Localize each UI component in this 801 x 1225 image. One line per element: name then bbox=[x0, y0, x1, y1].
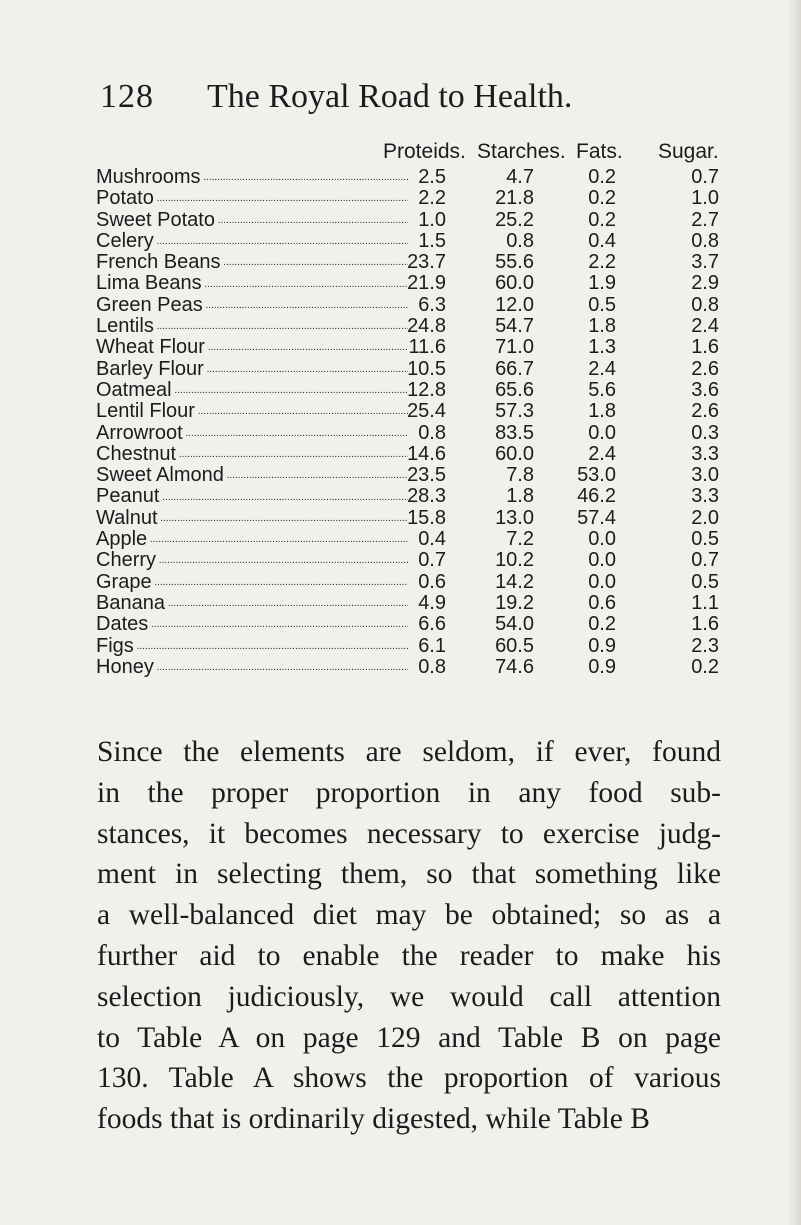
table-row bbox=[0, 316, 801, 337]
table-row bbox=[0, 359, 801, 380]
sugar-value: 1.0 bbox=[691, 187, 719, 210]
starches-value: 54.0 bbox=[495, 613, 534, 636]
starches-value: 55.6 bbox=[495, 251, 534, 274]
header-fats: Fats. bbox=[576, 140, 623, 163]
fats-value: 0.6 bbox=[588, 591, 616, 614]
table-row bbox=[0, 550, 801, 571]
starches-value: 60.0 bbox=[495, 442, 534, 465]
food-name: Dates ..... bbox=[96, 614, 408, 635]
starches-value: 21.8 bbox=[495, 187, 534, 210]
table-row bbox=[0, 508, 801, 529]
fats-value: 46.2 bbox=[577, 485, 616, 508]
table-row bbox=[0, 486, 801, 507]
starches-value: 7.8 bbox=[506, 464, 534, 487]
food-name: Mushrooms ..... bbox=[96, 167, 408, 188]
fats-value: 0.0 bbox=[588, 570, 616, 593]
sugar-value: 0.2 bbox=[691, 655, 719, 678]
fats-value: 0.9 bbox=[588, 655, 616, 678]
header-starches: Starches. bbox=[477, 140, 566, 163]
proteids-value: 0.4 bbox=[418, 528, 446, 551]
food-name: Potato ..... bbox=[96, 188, 408, 209]
starches-value: 7.2 bbox=[506, 528, 534, 551]
page-number: 128 bbox=[100, 78, 154, 115]
table-row bbox=[0, 273, 801, 294]
header-sugar: Sugar. bbox=[658, 140, 719, 163]
food-name: Sweet Potato ..... bbox=[96, 210, 408, 231]
starches-value: 12.0 bbox=[495, 293, 534, 316]
body-line: to Table A on page 129 and Table B on page bbox=[97, 1021, 721, 1054]
sugar-value: 2.3 bbox=[691, 634, 719, 657]
food-name: Banana ..... bbox=[96, 593, 408, 614]
food-name: Oatmeal ..... bbox=[96, 380, 408, 401]
food-name: Grape ..... bbox=[96, 572, 408, 593]
fats-value: 0.0 bbox=[588, 549, 616, 572]
starches-value: 13.0 bbox=[495, 506, 534, 529]
food-name: Lima Beans ..... bbox=[96, 273, 408, 294]
sugar-value: 3.0 bbox=[691, 464, 719, 487]
body-line: a well-balanced diet may be obtained; so as a bbox=[97, 899, 721, 932]
proteids-value: 1.5 bbox=[418, 229, 446, 252]
proteids-value: 11.6 bbox=[408, 336, 446, 359]
proteids-value: 6.1 bbox=[418, 634, 446, 657]
fats-value: 0.2 bbox=[588, 208, 616, 231]
starches-value: 0.8 bbox=[506, 229, 534, 252]
fats-value: 0.0 bbox=[588, 421, 616, 444]
food-name: Celery ..... bbox=[96, 231, 408, 252]
starches-value: 1.8 bbox=[506, 485, 534, 508]
table-row bbox=[0, 593, 801, 614]
table-row bbox=[0, 188, 801, 209]
table-row bbox=[0, 380, 801, 401]
body-line: selection judiciously, we would call attention bbox=[97, 980, 721, 1013]
starches-value: 83.5 bbox=[495, 421, 534, 444]
table-row bbox=[0, 401, 801, 422]
proteids-value: 4.9 bbox=[418, 591, 446, 614]
body-line: foods that is ordinarily digested, while Table B bbox=[97, 1103, 650, 1136]
sugar-value: 0.5 bbox=[691, 528, 719, 551]
fats-value: 2.2 bbox=[588, 251, 616, 274]
fats-value: 1.3 bbox=[588, 336, 616, 359]
table-row bbox=[0, 252, 801, 273]
table-row bbox=[0, 423, 801, 444]
fats-value: 0.4 bbox=[588, 229, 616, 252]
table-row bbox=[0, 337, 801, 358]
proteids-value: 1.0 bbox=[418, 208, 446, 231]
body-line: ment in selecting them, so that something like bbox=[97, 858, 721, 891]
proteids-value: 2.5 bbox=[418, 166, 446, 188]
sugar-value: 2.6 bbox=[691, 400, 719, 423]
proteids-value: 15.8 bbox=[407, 506, 446, 529]
food-name: Arrowroot ..... bbox=[96, 423, 408, 444]
fats-value: 2.4 bbox=[588, 442, 616, 465]
body-line: 130. Table A shows the proportion of various bbox=[97, 1062, 721, 1095]
proteids-value: 0.8 bbox=[418, 655, 446, 678]
body-line: further aid to enable the reader to make his bbox=[97, 939, 721, 972]
starches-value: 25.2 bbox=[495, 208, 534, 231]
body-paragraph bbox=[97, 732, 721, 1140]
fats-value: 0.2 bbox=[588, 613, 616, 636]
proteids-value: 6.6 bbox=[418, 613, 446, 636]
starches-value: 54.7 bbox=[495, 315, 534, 338]
sugar-value: 3.6 bbox=[691, 378, 719, 401]
sugar-value: 1.1 bbox=[691, 591, 719, 614]
sugar-value: 2.4 bbox=[691, 315, 719, 338]
fats-value: 5.6 bbox=[588, 378, 616, 401]
proteids-value: 10.5 bbox=[407, 357, 446, 380]
starches-value: 65.6 bbox=[495, 378, 534, 401]
sugar-value: 1.6 bbox=[691, 336, 719, 359]
fats-value: 1.8 bbox=[588, 400, 616, 423]
sugar-value: 0.7 bbox=[691, 549, 719, 572]
table-row bbox=[0, 444, 801, 465]
food-name: Barley Flour ..... bbox=[96, 359, 408, 380]
table-row bbox=[0, 614, 801, 635]
table-row bbox=[0, 465, 801, 486]
proteids-value: 25.4 bbox=[407, 400, 446, 423]
table-row bbox=[0, 529, 801, 550]
table-header bbox=[0, 140, 801, 168]
food-name: Lentil Flour ..... bbox=[96, 401, 408, 422]
food-name: Peanut ..... bbox=[96, 486, 408, 507]
sugar-value: 0.7 bbox=[691, 166, 719, 188]
food-name: Lentils ..... bbox=[96, 316, 408, 337]
food-name: Walnut ..... bbox=[96, 508, 408, 529]
fats-value: 0.2 bbox=[588, 187, 616, 210]
table-row bbox=[0, 210, 801, 231]
starches-value: 74.6 bbox=[495, 655, 534, 678]
starches-value: 57.3 bbox=[495, 400, 534, 423]
food-name: Cherry ..... bbox=[96, 550, 408, 571]
proteids-value: 23.5 bbox=[407, 464, 446, 487]
proteids-value: 12.8 bbox=[407, 378, 446, 401]
table-row bbox=[0, 572, 801, 593]
body-line: stances, it becomes necessary to exercise judg- bbox=[97, 817, 721, 850]
book-title: The Royal Road to Health. bbox=[207, 78, 573, 115]
fats-value: 1.8 bbox=[588, 315, 616, 338]
sugar-value: 3.3 bbox=[691, 442, 719, 465]
proteids-value: 24.8 bbox=[407, 315, 446, 338]
starches-value: 66.7 bbox=[495, 357, 534, 380]
sugar-value: 0.5 bbox=[691, 570, 719, 593]
proteids-value: 0.8 bbox=[418, 421, 446, 444]
proteids-value: 0.6 bbox=[418, 570, 446, 593]
food-name: Apple ..... bbox=[96, 529, 408, 550]
starches-value: 14.2 bbox=[495, 570, 534, 593]
sugar-value: 0.3 bbox=[691, 421, 719, 444]
sugar-value: 2.7 bbox=[691, 208, 719, 231]
proteids-value: 23.7 bbox=[407, 251, 446, 274]
table-row bbox=[0, 231, 801, 252]
table-row bbox=[0, 636, 801, 657]
sugar-value: 0.8 bbox=[691, 293, 719, 316]
proteids-value: 14.6 bbox=[407, 442, 446, 465]
food-name: French Beans ..... bbox=[96, 252, 408, 273]
body-line: in the proper proportion in any food sub- bbox=[97, 776, 721, 809]
food-name: Green Peas ..... bbox=[96, 295, 408, 316]
header-proteids: Proteids. bbox=[383, 140, 466, 163]
fats-value: 2.4 bbox=[588, 357, 616, 380]
fats-value: 0.5 bbox=[588, 293, 616, 316]
proteids-value: 6.3 bbox=[418, 293, 446, 316]
proteids-value: 2.2 bbox=[418, 187, 446, 210]
sugar-value: 2.0 bbox=[691, 506, 719, 529]
table-row bbox=[0, 657, 801, 678]
starches-value: 71.0 bbox=[495, 336, 534, 359]
running-head bbox=[100, 78, 720, 122]
food-name: Figs ..... bbox=[96, 636, 408, 657]
food-name: Honey ..... bbox=[96, 657, 408, 678]
sugar-value: 2.9 bbox=[691, 272, 719, 295]
fats-value: 53.0 bbox=[577, 464, 616, 487]
sugar-value: 2.6 bbox=[691, 357, 719, 380]
sugar-value: 3.3 bbox=[691, 485, 719, 508]
table-row bbox=[0, 167, 801, 188]
food-name: Wheat Flour ..... bbox=[96, 337, 408, 358]
food-name: Sweet Almond ..... bbox=[96, 465, 408, 486]
fats-value: 1.9 bbox=[588, 272, 616, 295]
fats-value: 0.2 bbox=[588, 166, 616, 188]
sugar-value: 1.6 bbox=[691, 613, 719, 636]
starches-value: 60.0 bbox=[495, 272, 534, 295]
proteids-value: 0.7 bbox=[418, 549, 446, 572]
proteids-value: 21.9 bbox=[407, 272, 446, 295]
starches-value: 4.7 bbox=[506, 166, 534, 188]
proteids-value: 28.3 bbox=[407, 485, 446, 508]
fats-value: 0.9 bbox=[588, 634, 616, 657]
food-name: Chestnut ..... bbox=[96, 444, 408, 465]
sugar-value: 3.7 bbox=[691, 251, 719, 274]
starches-value: 19.2 bbox=[495, 591, 534, 614]
table-row bbox=[0, 295, 801, 316]
food-composition-table bbox=[0, 167, 801, 678]
fats-value: 0.0 bbox=[588, 528, 616, 551]
fats-value: 57.4 bbox=[577, 506, 616, 529]
starches-value: 60.5 bbox=[495, 634, 534, 657]
sugar-value: 0.8 bbox=[691, 229, 719, 252]
body-line: Since the elements are seldom, if ever, found bbox=[97, 736, 721, 768]
starches-value: 10.2 bbox=[495, 549, 534, 572]
